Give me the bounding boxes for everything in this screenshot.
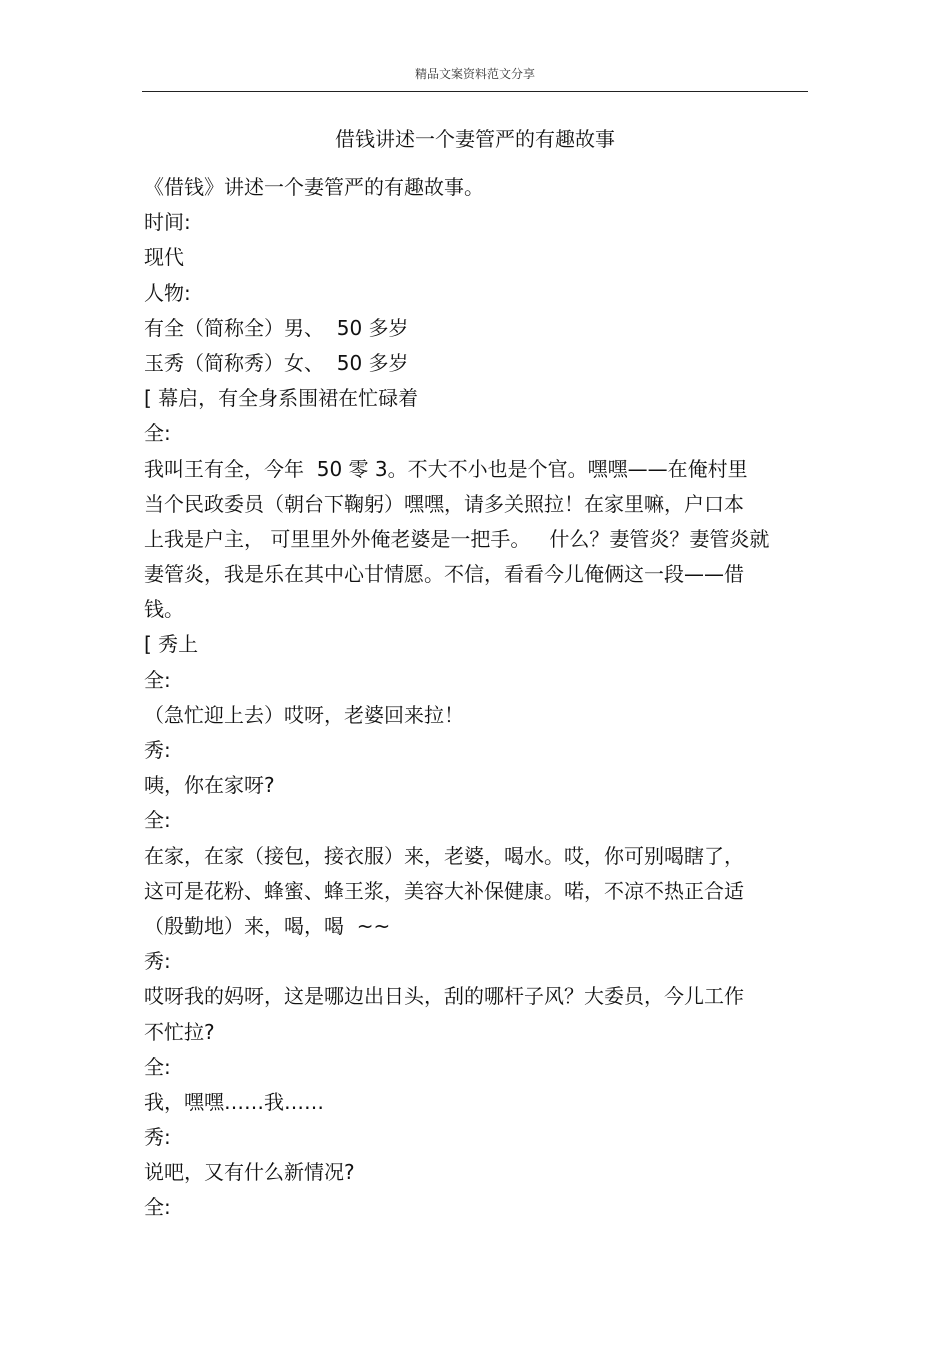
text-line: 玉秀（简称秀）女、 50 多岁 [144, 350, 409, 375]
text-line: 在家，在家（接包，接衣服）来，老婆，喝水。哎，你可别喝瞎了， [144, 843, 744, 868]
text-line: 秀: [144, 1125, 171, 1150]
text-line: [ 幕启，有全身系围裙在忙碌着 [144, 386, 419, 411]
text-line: 全: [144, 421, 171, 446]
text-line: 有全（简称全）男、 50 多岁 [144, 315, 409, 340]
text-line: 全: [144, 808, 171, 833]
text-line: 咦，你在家呀? [144, 773, 275, 798]
text-line: （殷勤地）来，喝，喝 ~~ [144, 913, 391, 938]
text-line: 人物: [144, 280, 191, 305]
text-line: 我，嘿嘿……我…… [144, 1089, 324, 1114]
text-line: 当个民政委员（朝台下鞠躬）嘿嘿，请多关照拉！在家里嘛，户口本 [144, 491, 744, 516]
text-line: 现代 [144, 245, 184, 270]
text-line: 不忙拉? [144, 1019, 215, 1044]
text-line: [ 秀上 [144, 632, 199, 657]
header-text: 精品文案资料范文分享 [414, 67, 535, 81]
text-line: 全: [144, 667, 171, 692]
text-line: 上我是户主， 可里里外外俺老婆是一把手。 什么？妻管炎？妻管炎就 [144, 526, 770, 551]
document-body [144, 170, 804, 1226]
text-line: 说吧，又有什么新情况? [144, 1160, 355, 1185]
text-line: 这可是花粉、蜂蜜、蜂王浆，美容大补保健康。喏，不凉不热正合适 [144, 878, 744, 903]
page-header [142, 64, 808, 92]
text-line: （急忙迎上去）哎呀，老婆回来拉！ [144, 702, 464, 727]
text-line: 钱。 [144, 597, 184, 622]
text-line: 哎呀我的妈呀，这是哪边出日头，刮的哪杆子风？大委员，今儿工作 [144, 984, 744, 1009]
text-line: 全: [144, 1195, 171, 1220]
text-line: 全: [144, 1054, 171, 1079]
text-line: 秀: [144, 738, 171, 762]
text-line: 时间: [144, 210, 191, 235]
text-line: 妻管炎，我是乐在其中心甘情愿。不信，看看今儿俺俩这一段——借 [144, 562, 744, 587]
text-line: 秀: [144, 949, 171, 974]
text-line: 《借钱》讲述一个妻管严的有趣故事。 [144, 175, 484, 199]
document-title: 借钱讲述一个妻管严的有趣故事 [335, 127, 615, 151]
text-line: 我叫王有全，今年 50 零 3。不大不小也是个官。嘿嘿——在俺村里 [144, 456, 748, 481]
